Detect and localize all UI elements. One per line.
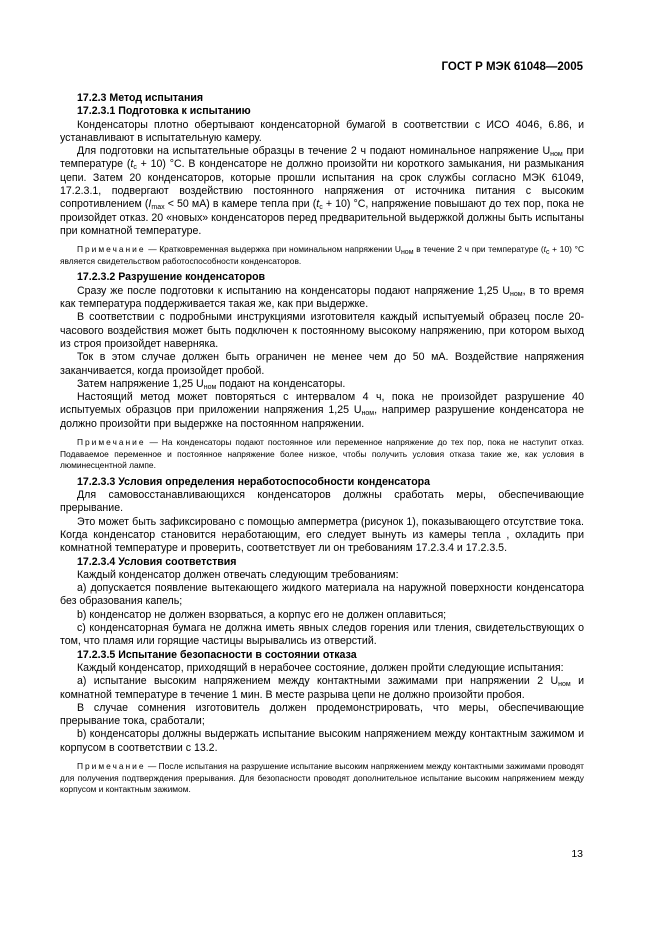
section-heading: 17.2.3 Метод испытания xyxy=(77,92,204,104)
paragraph: Каждый конденсатор, приходящий в нерабочее состояние, должен пройти следующие испытания: xyxy=(77,661,564,674)
paragraph: Сразу же после подготовки к испытанию на конденсаторы подают напряжение 1,25 $U_{ном}$, в то время как температура поддерживается такая же, как при выдержке. xyxy=(60,284,584,311)
page-number: 13 xyxy=(571,848,583,860)
paragraph: Каждый конденсатор должен отвечать следующим требованиям: xyxy=(77,568,399,581)
subsection-heading: 17.2.3.1 Подготовка к испытанию xyxy=(77,105,251,118)
note: Примечание — После испытания на разрушение испытание высоким напряжением между контактными зажимами проводят для получения подтверждения прерывания. Для безопасности проводят дополнительное испытание высоким напряжением между корпусом и контактным зажимом. xyxy=(60,761,584,795)
subsection-heading: 17.2.3.5 Испытание безопасности в состоянии отказа xyxy=(77,648,357,661)
document-body xyxy=(60,92,584,800)
paragraph: Это может быть зафиксировано с помощью амперметра (рисунок 1), показывающего отсутствие тока. Когда конденсатор становится неработающим, его следует вынуть из камеры тепла , охладить при комнатной температуре и проверить, соответствует ли он требованиям 17.2.3.4 и 17.2.3.5. xyxy=(60,515,584,555)
paragraph: Конденсаторы плотно обертывают конденсаторной бумагой в соответствии с ИСО 4046, 6.86, и устанавливают в испытательную камеру. xyxy=(60,118,584,144)
paragraph: Настоящий метод может повторяться с интервалом 4 ч, пока не произойдет разрушение 40 испытуемых образцов при приложении напряжения 1,25 $U_{ном}$, например разрушение конденсатора не должно произойти при выдержке на постоянном напряжении. xyxy=(60,391,584,430)
paragraph: В соответствии с подробными инструкциями изготовителя каждый испытуемый образец после 20-часового воздействия может быть подключен к постоянному высокому напряжению, при котором выход из строя произойдет наверняка. xyxy=(60,311,584,350)
paragraph: Ток в этом случае должен быть ограничен не менее чем до 50 мА. Воздействие напряжения заканчивается, когда произойдет пробой. xyxy=(60,351,584,377)
note: Примечание — Кратковременная выдержка при номинальном напряжении $U_{ном}$ в течение 2 ч при температуре $(t_c + 10)$ °С является свидетельством работоспособности конденсаторов. xyxy=(60,244,585,266)
paragraph: Для самовосстанавливающихся конденсаторов должны сработать меры, обеспечивающие прерывание. xyxy=(60,489,584,515)
paragraph: Затем напряжение 1,25 $U_{ном}$ подают на конденсаторы. xyxy=(77,377,346,391)
list-item: b) конденсатор не должен взорваться, а корпус его не должен оплавиться; xyxy=(77,608,447,621)
subsection-heading: 17.2.3.2 Разрушение конденсаторов xyxy=(77,271,266,284)
list-item: c) конденсаторная бумага не должна иметь явных следов горения или тления, свидетельствующих о том, что пламя или горящие частицы вырывались из отверстий. xyxy=(60,622,584,648)
document-header: ГОСТ Р МЭК 61048—2005 xyxy=(441,61,583,73)
list-item: а) испытание высоким напряжением между контактными зажимами при напряжении 2 $U_{ном}$ и комнатной температуре в течение 1 мин. В месте разрыва цепи не должно произойти пробоя. xyxy=(60,675,584,701)
subsection-heading: 17.2.3.4 Условия соответствия xyxy=(77,555,237,568)
paragraph: В случае сомнения изготовитель должен продемонстрировать, что меры, обеспечивающие прерывание тока, сработали; xyxy=(60,701,584,728)
subsection-heading: 17.2.3.3 Условия определения неработоспособности конденсатора xyxy=(77,475,431,488)
list-item: b) конденсаторы должны выдержать испытание высоким напряжением между контактным зажимом и корпусом в соответствии с 13.2. xyxy=(60,728,584,754)
list-item: а) допускается появление вытекающего жидкого материала на наружной поверхности конденсатора без образования капель; xyxy=(60,582,584,608)
note: Примечание — На конденсаторы подают постоянное или переменное напряжение до тех пор, пока не наступит отказ. Подаваемое переменное и постоянное напряжение более низкое, чтобы получить условия отказа такие же, как условия в люминесцентной лампе. xyxy=(60,437,584,471)
paragraph: Для подготовки на испытательные образцы в течение 2 ч подают номинальное напряжение $U_{ном}$ при температуре $(t_c + 10)$ °С. В конденсаторе не должно произойти ни короткого замыкания, ни размыкания цепи. Затем 20 конденсаторов, которые прошли испытания на срок службы согласно МЭК 61049, 17.2.3.1, подвергают воздействию постоянного напряжения от источника питания с высоким сопротивлением ($I_{max} < 50$ мА) в камере тепла при $(t_c + 10)$ °С, напряжение повышают до тех пор, пока не произойдет отказ. 20 «новых» конденсаторов перед предварительной выдержкой должны быть испытаны при комнатной температуре. xyxy=(60,145,585,237)
